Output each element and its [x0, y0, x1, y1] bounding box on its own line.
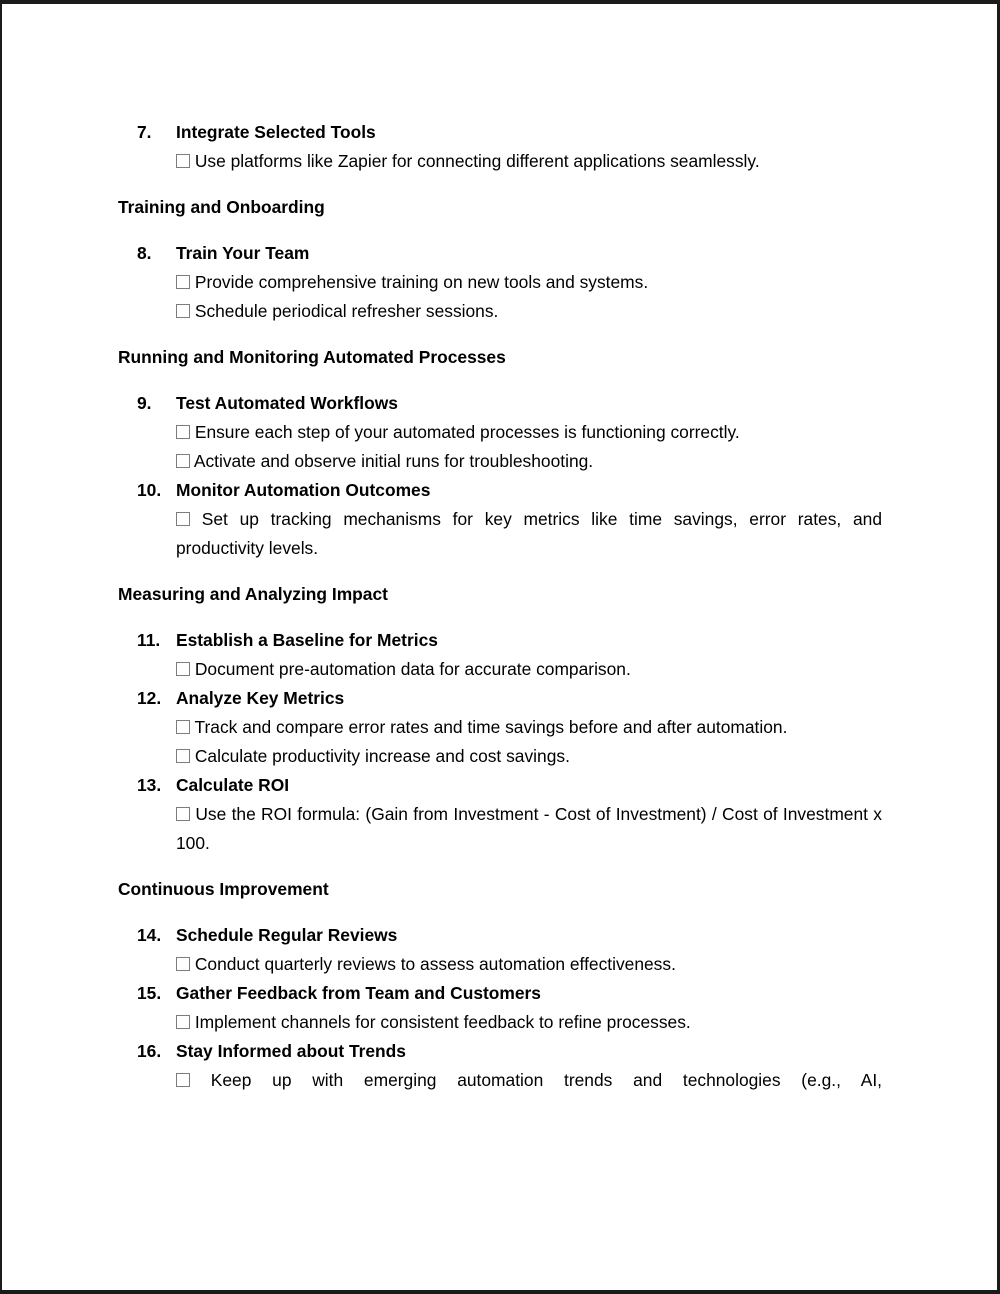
- checklist-entry: [176, 147, 882, 176]
- document-content: [118, 118, 882, 1095]
- item-number: 11.: [137, 630, 161, 650]
- checklist-item: [137, 684, 882, 771]
- item-title: Analyze Key Metrics: [176, 688, 345, 708]
- item-title: Test Automated Workflows: [176, 393, 398, 413]
- item-number: 12.: [137, 688, 162, 708]
- checklist-item: [137, 118, 882, 176]
- checklist-entry: [176, 297, 882, 326]
- checkbox-icon[interactable]: [176, 720, 190, 734]
- item-heading: [137, 118, 882, 147]
- checklist-entry: [176, 268, 882, 297]
- checklist-entry: [176, 1066, 882, 1095]
- item-title: Train Your Team: [176, 243, 310, 263]
- section-heading: Running and Monitoring Automated Processes: [118, 347, 506, 367]
- check-text: Provide comprehensive training on new tools and systems.: [194, 272, 649, 292]
- check-text: Document pre-automation data for accurate comparison.: [194, 659, 631, 679]
- checklist-item: [137, 979, 882, 1037]
- section-heading: Training and Onboarding: [118, 197, 325, 217]
- item-heading: [137, 684, 882, 713]
- check-text: Implement channels for consistent feedback to refine processes.: [194, 1012, 691, 1032]
- checkbox-icon[interactable]: [176, 957, 190, 971]
- checklist-entry: [176, 447, 882, 476]
- checkbox-icon[interactable]: [176, 275, 190, 289]
- checklist-item: [137, 771, 882, 858]
- checkbox-icon[interactable]: [176, 454, 190, 468]
- checklist-item: [137, 921, 882, 979]
- item-heading: [137, 626, 882, 655]
- checklist-item: [137, 476, 882, 563]
- item-title: Integrate Selected Tools: [176, 122, 376, 142]
- checklist-item: [137, 239, 882, 326]
- checklist-item: [137, 626, 882, 684]
- item-number: 15.: [137, 983, 162, 1003]
- check-text: Use platforms like Zapier for connecting different applications seamlessly.: [194, 151, 760, 171]
- item-number: 9.: [137, 393, 152, 413]
- item-title: Schedule Regular Reviews: [176, 925, 398, 945]
- checkbox-icon[interactable]: [176, 662, 190, 676]
- section-heading: Measuring and Analyzing Impact: [118, 584, 388, 604]
- item-title: Calculate ROI: [176, 775, 290, 795]
- item-heading: [137, 476, 882, 505]
- item-heading: [137, 921, 882, 950]
- checklist-item: [137, 389, 882, 476]
- item-heading: [137, 239, 882, 268]
- item-number: 7.: [137, 122, 152, 142]
- item-title: Stay Informed about Trends: [176, 1041, 406, 1061]
- checklist-entry: [176, 713, 882, 742]
- item-number: 13.: [137, 775, 162, 795]
- checkbox-icon[interactable]: [176, 1015, 190, 1029]
- check-text: Calculate productivity increase and cost savings.: [194, 746, 570, 766]
- check-text: Track and compare error rates and time savings before and after automation.: [194, 717, 788, 737]
- check-text: Keep up with emerging automation trends and technologies (e.g., AI,: [210, 1070, 882, 1090]
- checkbox-icon[interactable]: [176, 154, 190, 168]
- checklist-entry: [176, 655, 882, 684]
- checkbox-icon[interactable]: [176, 807, 190, 821]
- item-number: 16.: [137, 1041, 162, 1061]
- item-heading: [137, 979, 882, 1008]
- item-heading: [137, 389, 882, 418]
- checkbox-icon[interactable]: [176, 304, 190, 318]
- check-text: Set up tracking mechanisms for key metrics like time savings, error rates, and productivity levels.: [176, 509, 882, 558]
- item-title: Establish a Baseline for Metrics: [176, 630, 438, 650]
- check-text: Conduct quarterly reviews to assess automation effectiveness.: [194, 954, 676, 974]
- item-number: 14.: [137, 925, 162, 945]
- checklist-entry: [176, 800, 882, 858]
- check-text: Ensure each step of your automated processes is functioning correctly.: [194, 422, 740, 442]
- checklist-entry: [176, 418, 882, 447]
- section-heading: Continuous Improvement: [118, 879, 329, 899]
- item-heading: [137, 1037, 882, 1066]
- item-title: Monitor Automation Outcomes: [176, 480, 431, 500]
- item-number: 8.: [137, 243, 152, 263]
- item-heading: [137, 771, 882, 800]
- check-text: Use the ROI formula: (Gain from Investment - Cost of Investment) / Cost of Investment x 100.: [176, 804, 882, 853]
- check-text: Schedule periodical refresher sessions.: [194, 301, 499, 321]
- checkbox-icon[interactable]: [176, 1073, 190, 1087]
- checklist-entry: [176, 505, 882, 563]
- checkbox-icon[interactable]: [176, 749, 190, 763]
- checklist-entry: [176, 950, 882, 979]
- checkbox-icon[interactable]: [176, 425, 190, 439]
- checklist-entry: [176, 1008, 882, 1037]
- item-number: 10.: [137, 480, 162, 500]
- item-title: Gather Feedback from Team and Customers: [176, 983, 541, 1003]
- check-text: Activate and observe initial runs for troubleshooting.: [193, 451, 594, 471]
- checkbox-icon[interactable]: [176, 512, 190, 526]
- checklist-entry: [176, 742, 882, 771]
- checklist-item: [137, 1037, 882, 1095]
